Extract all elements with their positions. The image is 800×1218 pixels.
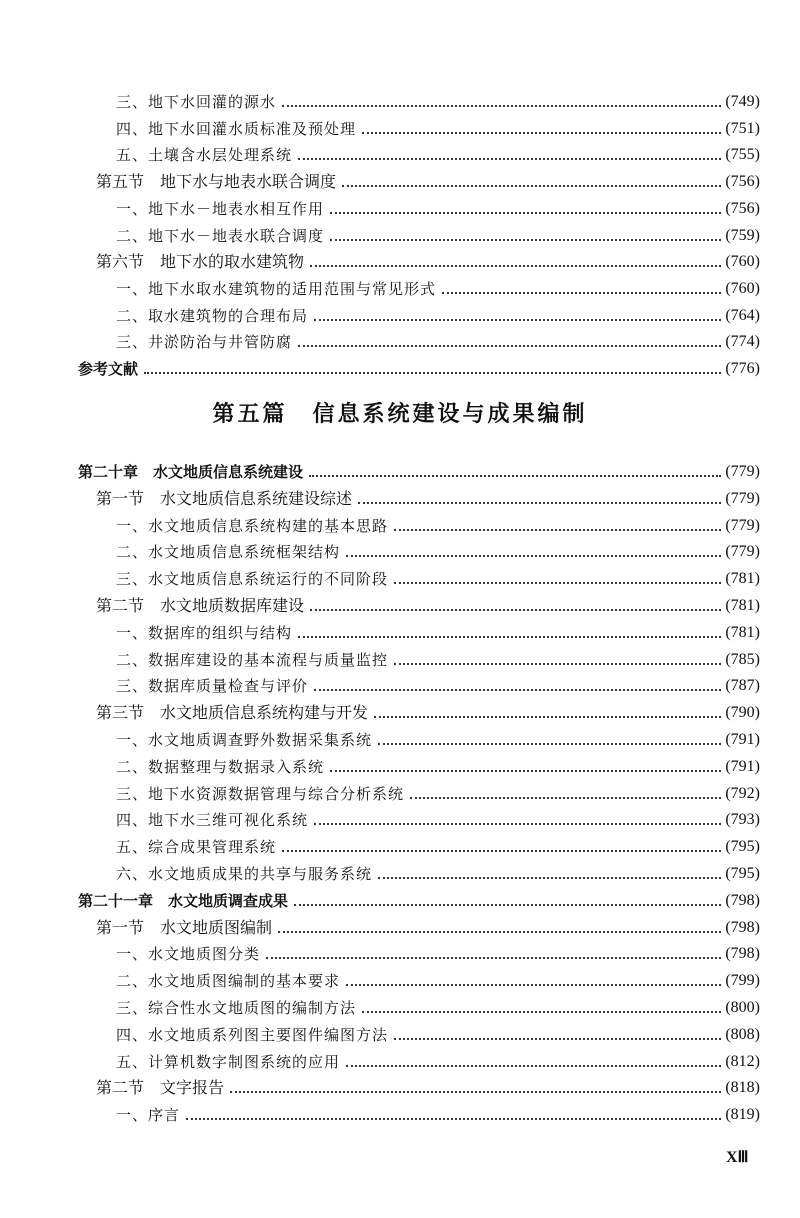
toc-entry-item [116,563,760,589]
toc-entry-page: (779) [725,463,760,480]
toc-entry-title: 第一节 水文地质图编制 [96,917,273,937]
dot-leader [230,1091,721,1093]
toc-entry-page: (760) [725,279,760,297]
dot-leader [394,663,721,665]
dot-leader [442,292,721,294]
toc-entry-title: 二、水文地质信息系统框架结构 [116,543,341,562]
dot-leader [378,743,721,745]
toc-entry-page: (785) [725,650,760,668]
toc-entry-page: (795) [725,838,760,856]
dot-leader [266,957,721,959]
dot-leader [294,904,721,906]
toc-entry-section [96,912,760,938]
toc-entry-title: 三、水文地质信息系统运行的不同阶段 [116,570,389,589]
toc-entry-title: 第三节 水文地质信息系统构建与开发 [96,703,369,723]
toc-entry-page: (756) [725,173,760,191]
toc-entry-title: 五、综合成果管理系统 [116,838,277,857]
toc-entry-title: 三、综合性水文地质图的编制方法 [116,999,357,1017]
toc-entry-title: 二、地下水－地表水联合调度 [116,226,325,245]
toc-entry-section [96,246,760,272]
dot-leader [330,239,721,241]
toc-entry-page: (791) [725,731,760,748]
dot-leader [298,345,721,347]
toc-entry-item [116,965,760,991]
toc-entry-item [116,1046,760,1072]
dot-leader [282,105,721,107]
toc-entry-section [96,483,760,509]
dot-leader [310,609,721,611]
toc-entry-item [116,300,760,326]
toc-entry-title: 二、水文地质图编制的基本要求 [116,972,341,991]
toc-entry-title: 四、地下水回灌水质标准及预处理 [116,119,357,138]
toc-entry-page: (793) [725,811,760,829]
toc-entry-title: 三、地下水回灌的源水 [116,93,277,111]
dot-leader [378,877,721,879]
dot-leader [278,931,721,933]
toc-entry-item [116,220,760,246]
toc-entry-page: (790) [725,704,760,722]
dot-leader [342,185,721,187]
toc-entry-title: 二、数据整理与数据录入系统 [116,757,325,776]
toc-entry-section [96,590,760,616]
dot-leader [358,502,721,504]
toc-entry-title: 三、井淤防治与井管防腐 [116,333,293,352]
toc-entry-item [116,992,760,1018]
toc-entry-title: 三、地下水资源数据管理与综合分析系统 [116,784,405,803]
toc-entry-page: (764) [725,306,760,324]
dot-leader [298,636,721,638]
toc-entry-page: (751) [725,119,760,137]
toc-entry-title: 二、数据库建设的基本流程与质量监控 [116,650,389,669]
toc-entry-item [116,670,760,696]
page-folio: XⅢ [726,1149,749,1166]
toc-entry-title: 第五节 地下水与地表水联合调度 [96,172,337,192]
dot-leader [362,132,721,134]
dot-leader [309,475,721,477]
dot-leader [410,797,721,799]
toc-entry-chapter [78,456,760,482]
dot-leader [394,1038,721,1040]
toc-entry-item [116,1099,760,1125]
dot-leader [282,850,721,852]
toc-entry-item [116,139,760,165]
toc-entry-title: 五、计算机数字制图系统的应用 [116,1052,341,1071]
toc-entry-chapter [78,885,760,911]
toc-entry-title: 五、土壤含水层处理系统 [116,146,293,165]
toc-entry-title: 一、水文地质信息系统构建的基本思路 [116,516,389,535]
toc-entry-item [116,536,760,562]
toc-entry-page: (798) [725,918,760,936]
toc-entry-page: (812) [725,1052,760,1070]
dot-leader [310,265,721,267]
toc-entry-page: (755) [725,146,760,164]
toc-entry-item [116,858,760,884]
toc-entry-item [116,831,760,857]
dot-leader [144,372,721,374]
toc-entry-title: 一、地下水－地表水相互作用 [116,199,325,218]
toc-entry-item [116,938,760,964]
toc-entry-page: (756) [725,199,760,217]
toc-entry-page: (798) [725,945,760,963]
toc-entry-item [116,644,760,670]
toc-entry-page: (759) [725,226,760,244]
toc-entry-title: 第二节 水文地质数据库建设 [96,596,305,615]
toc-entry-page: (774) [725,333,760,351]
part-title: 第五篇 信息系统建设与成果编制 [212,402,588,427]
toc-entry-page: (819) [725,1106,760,1124]
toc-entry-page: (792) [725,784,760,802]
toc-entry-title: 第二节 文字报告 [96,1078,225,1098]
toc-entry-title: 一、水文地质调查野外数据采集系统 [116,731,373,749]
toc-entry-title: 一、水文地质图分类 [116,945,261,964]
toc-entry-item [116,510,760,536]
toc-entry-page: (779) [725,489,760,507]
dot-leader [362,1011,721,1013]
dot-leader [346,555,721,557]
toc-entry-page: (791) [725,757,760,775]
toc-entry-title: 一、序言 [116,1106,181,1125]
toc-entry-item [116,86,760,112]
toc-entry-ref [78,353,760,379]
dot-leader [330,770,721,772]
toc-entry-page: (760) [725,253,760,271]
dot-leader [186,1118,721,1120]
dot-leader [394,582,721,584]
toc-entry-page: (776) [725,360,760,377]
toc-entry-item [116,1019,760,1045]
toc-entry-title: 四、地下水三维可视化系统 [116,811,309,830]
toc-entry-section [96,166,760,192]
dot-leader [314,689,721,691]
toc-entry-page: (781) [725,597,760,614]
toc-entry-item [116,193,760,219]
toc-entry-title: 三、数据库质量检查与评价 [116,677,309,696]
toc-entry-page: (781) [725,570,760,588]
toc-entry-page: (781) [725,623,760,641]
dot-leader [394,529,721,531]
toc-entry-title: 四、水文地质系列图主要图件编图方法 [116,1025,389,1044]
toc-entry-title: 二、取水建筑物的合理布局 [116,306,309,325]
toc-entry-section [96,697,760,723]
toc-entry-item [116,804,760,830]
dot-leader [314,823,721,825]
toc-entry-page: (818) [725,1079,760,1097]
toc-entry-page: (799) [725,972,760,990]
toc-entry-item [116,751,760,777]
toc-entry-page: (808) [725,1025,760,1043]
dot-leader [298,158,721,160]
toc-entry-title: 参考文献 [78,360,139,378]
dot-leader [346,1065,721,1067]
toc-entry-page: (779) [725,516,760,534]
toc-entry-item [116,617,760,643]
dot-leader [374,716,721,718]
toc-entry-page: (749) [725,93,760,110]
toc-entry-item [116,724,760,750]
toc-entry-item [116,113,760,139]
toc-entry-page: (800) [725,999,760,1016]
toc-entry-title: 一、数据库的组织与结构 [116,623,293,642]
toc-entry-section [96,1072,760,1098]
toc-entry-title: 第六节 地下水的取水建筑物 [96,252,305,272]
toc-entry-title: 第二十章 水文地质信息系统建设 [78,463,304,481]
toc-entry-item [116,778,760,804]
toc-entry-title: 六、水文地质成果的共享与服务系统 [116,865,373,883]
toc-entry-title: 第二十一章 水文地质调查成果 [78,891,289,910]
toc-entry-title: 第一节 水文地质信息系统建设综述 [96,488,353,508]
dot-leader [314,319,721,321]
toc-entry-page: (787) [725,677,760,695]
toc-entry-page: (798) [725,891,760,909]
dot-leader [346,984,721,986]
toc-entry-page: (779) [725,543,760,561]
toc-entry-item [116,273,760,299]
toc-entry-page: (795) [725,865,760,882]
toc-entry-item [116,326,760,352]
dot-leader [330,212,721,214]
toc-entry-title: 一、地下水取水建筑物的适用范围与常见形式 [116,279,437,298]
